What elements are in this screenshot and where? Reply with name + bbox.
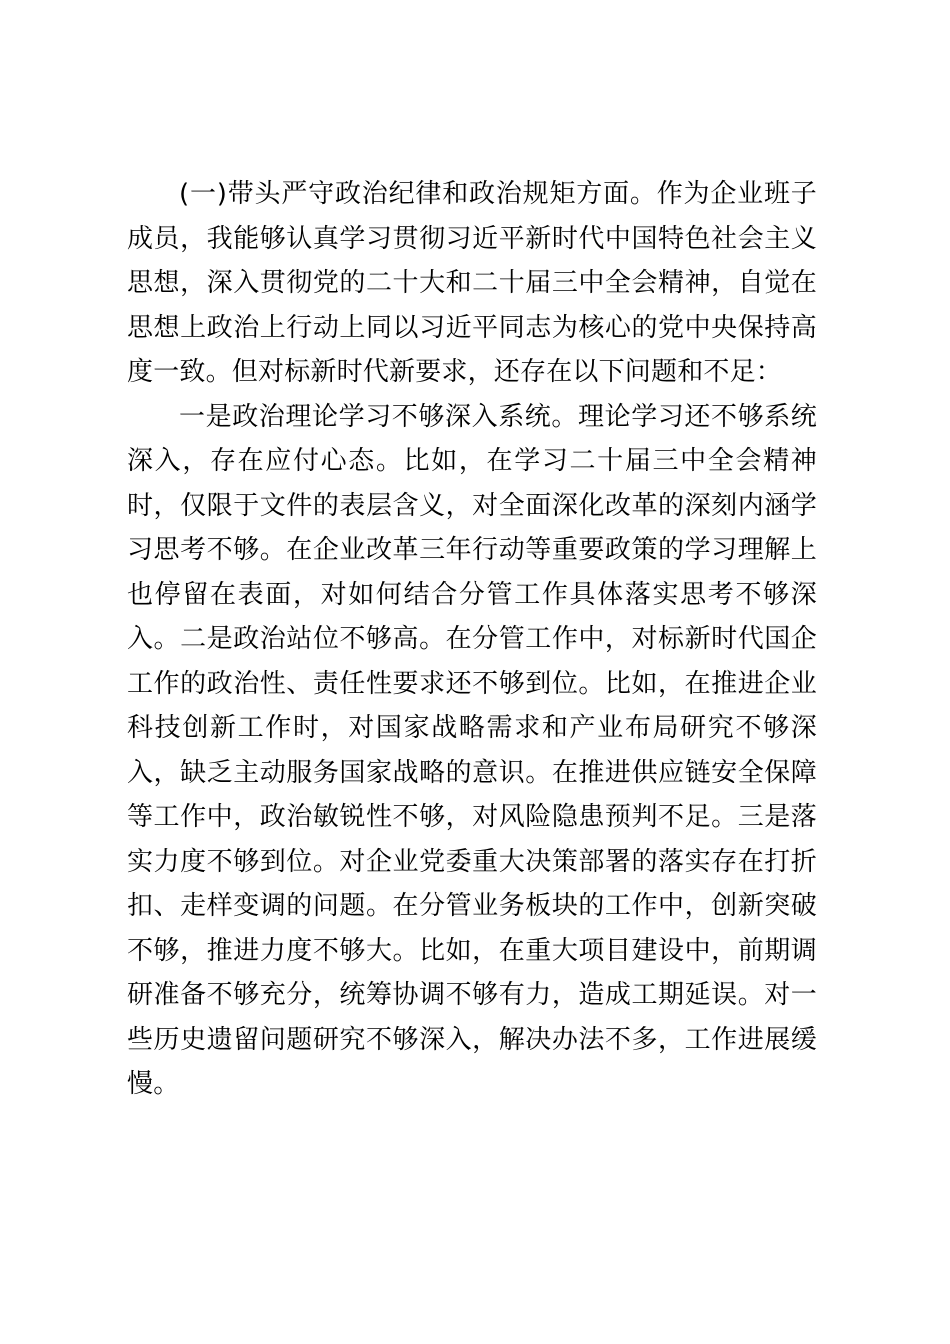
paragraph-problems-list: 一是政治理论学习不够深入系统。理论学习还不够系统深入，存在应付心态。比如，在学习二十届三中全会精神时，仅限于文件的表层含义，对全面深化改革的深刻内涵学习思考不够。在企业改革三年行动等重要政策的学习理解上也停留在表面，对如何结合分管工作具体落实思考不够深入。二是政治站位不够高。在分管工作中，对标新时代国企工作的政治性、责任性要求还不够到位。比如，在推进企业科技创新工作时，对国家战略需求和产业布局研究不够深入，缺乏主动服务国家战略的意识。在推进供应链安全保障等工作中，政治敏锐性不够，对风险隐患预判不足。三是落实力度不够到位。对企业党委重大决策部署的落实存在打折扣、走样变调的问题。在分管业务板块的工作中，创新突破不够，推进力度不够大。比如，在重大项目建设中，前期调研准备不够充分，统筹协调不够有力，造成工期延误。对一些历史遗留问题研究不够深入，解决办法不多，工作进展缓慢。 (127, 401, 817, 1099)
document-body (127, 172, 817, 1107)
paragraph-political-discipline: (一)带头严守政治纪律和政治规矩方面。作为企业班子成员，我能够认真学习贯彻习近平新时代中国特色社会主义思想，深入贯彻党的二十大和二十届三中全会精神，自觉在思想上政治上行动上同以习近平同志为核心的党中央保持高度一致。但对标新时代新要求，还存在以下问题和不足： (127, 179, 817, 387)
